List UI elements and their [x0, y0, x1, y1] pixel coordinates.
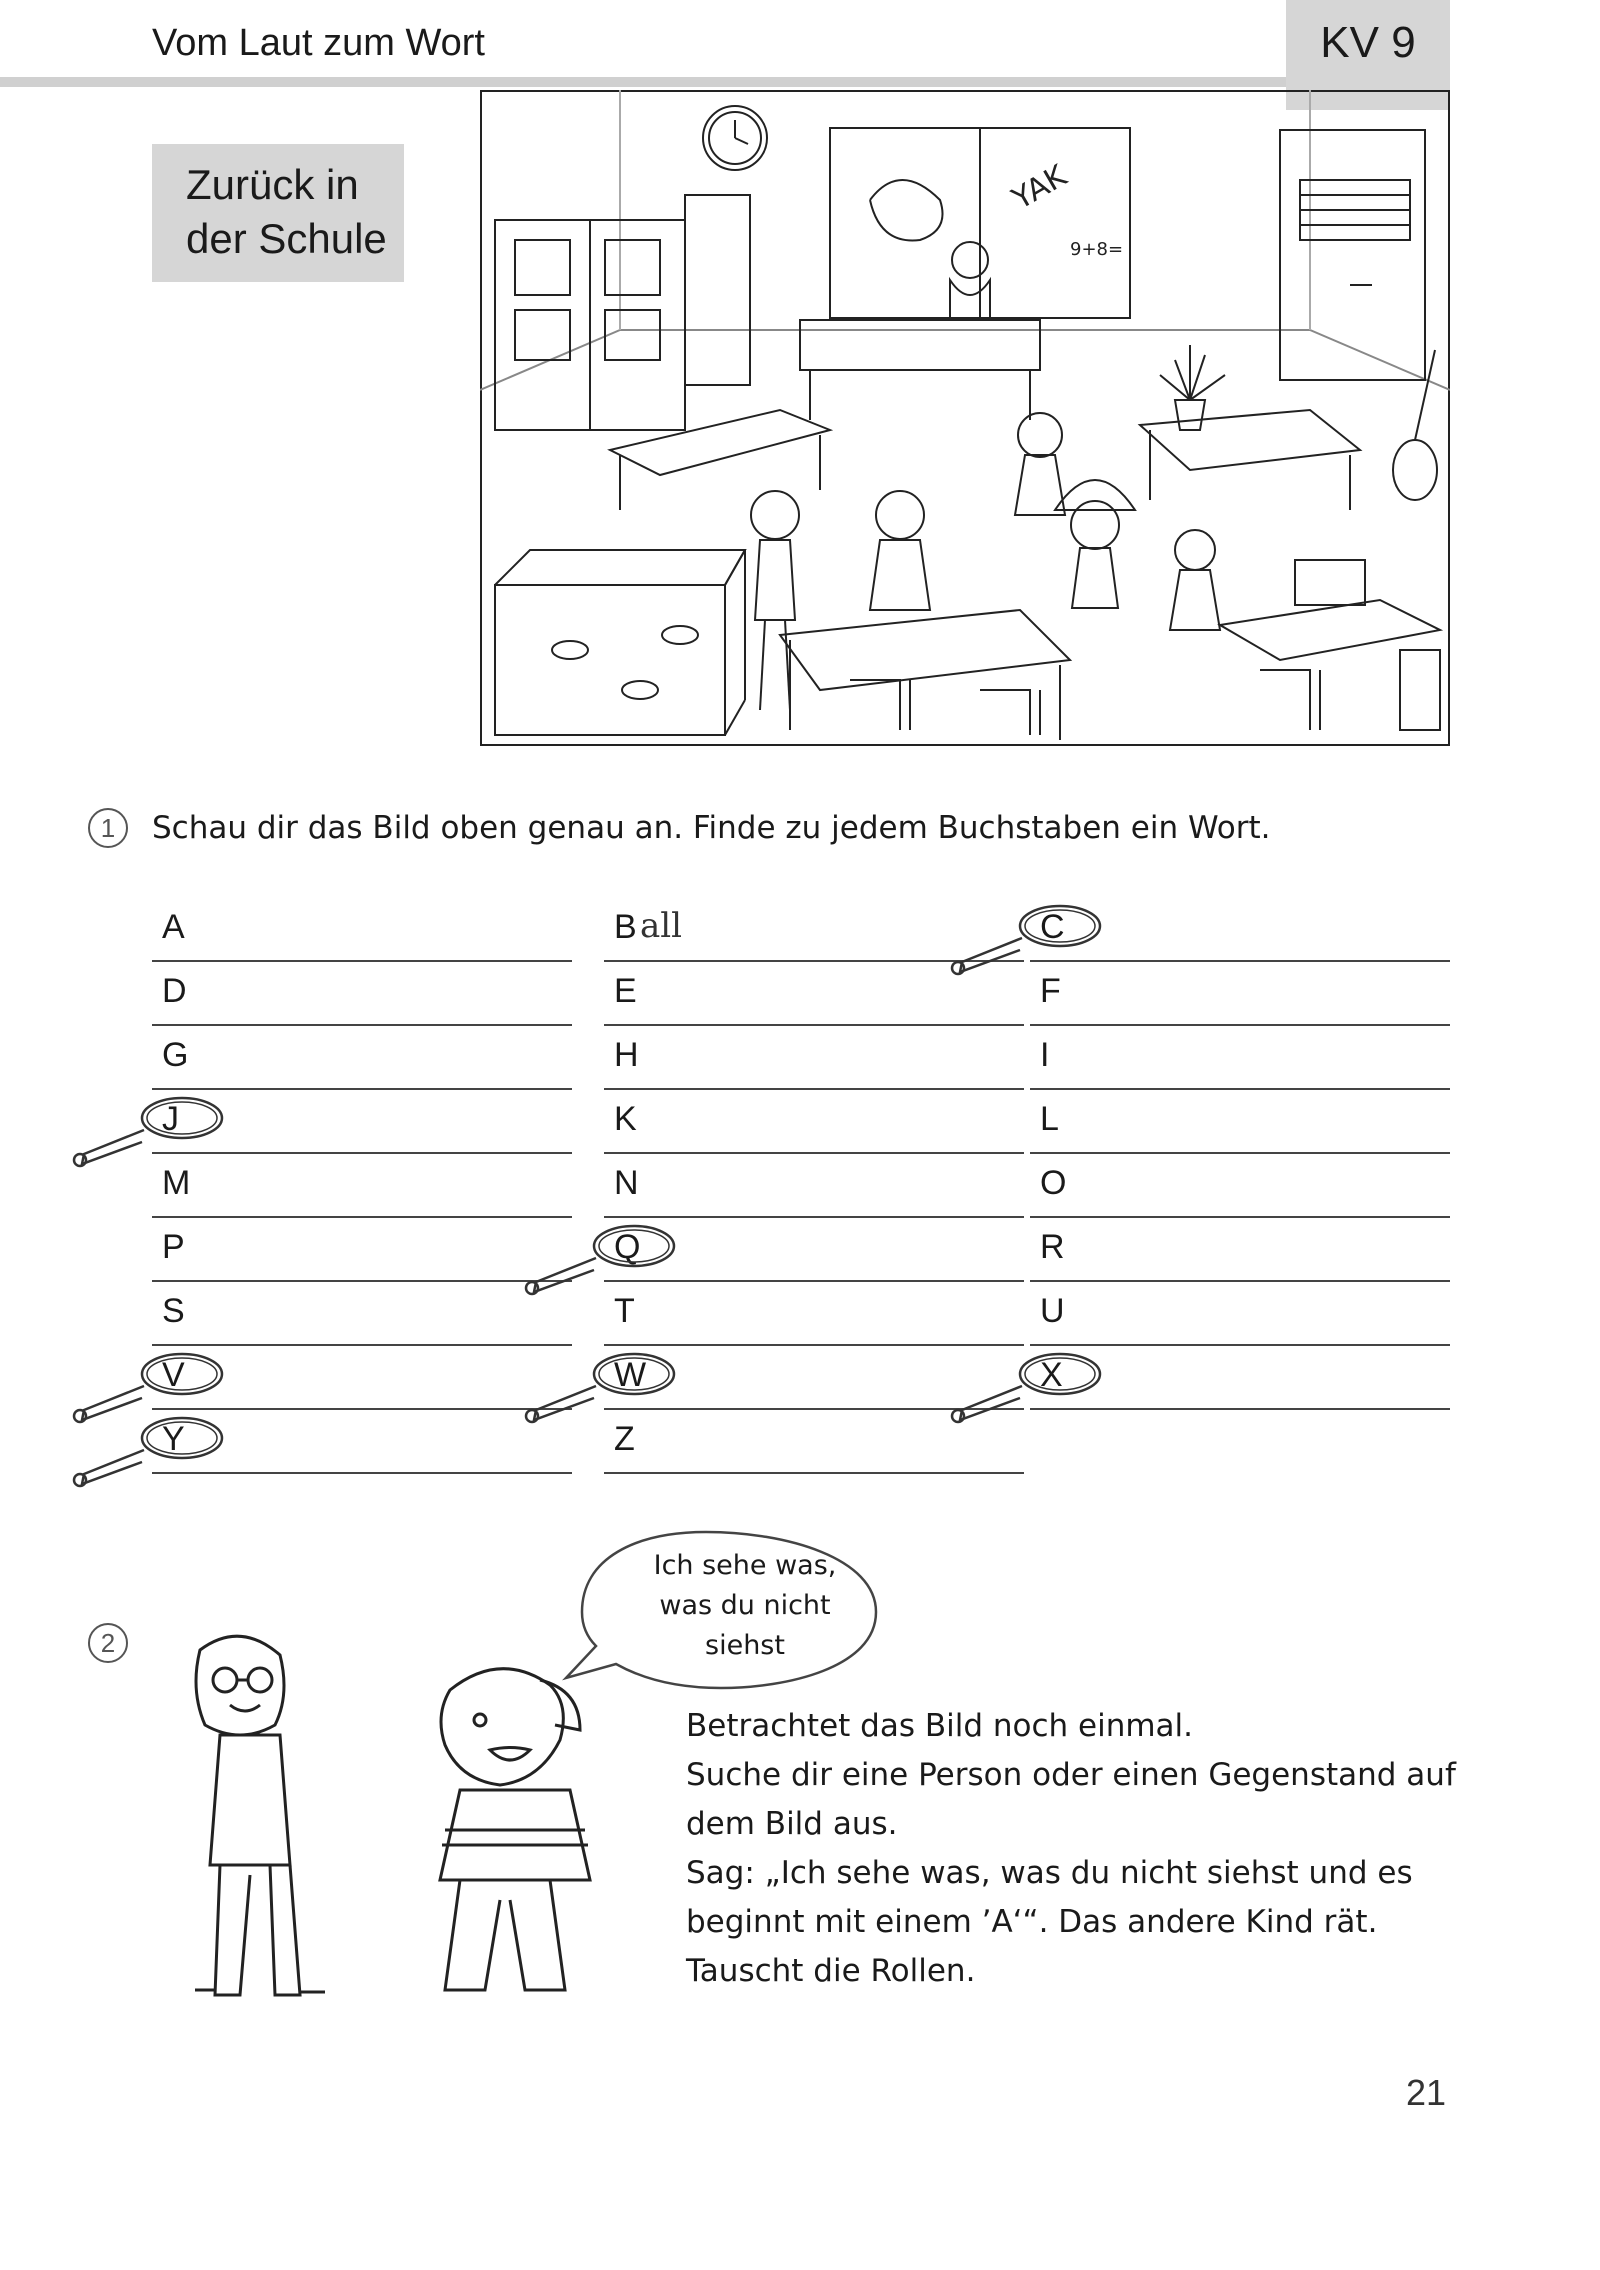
letter-label: F	[1040, 972, 1061, 1010]
magnifier-icon	[74, 1418, 222, 1486]
letter-label: C	[1040, 908, 1065, 946]
letter-label: U	[1040, 1292, 1065, 1330]
speech-bubble-text	[610, 1546, 880, 1666]
header-rule	[0, 77, 1450, 87]
guitar-icon	[1393, 350, 1437, 500]
letter-label: V	[162, 1356, 185, 1394]
letter-label: B	[614, 908, 637, 946]
letter-label: O	[1040, 1164, 1067, 1202]
header-title: Vom Laut zum Wort	[152, 22, 485, 64]
letter-label: T	[614, 1292, 635, 1330]
speech-bubble-line1: Ich sehe was,	[653, 1550, 837, 1581]
letter-label: L	[1040, 1100, 1059, 1138]
instruction-line: dem Bild aus.	[686, 1806, 898, 1842]
magnifier-icon	[74, 1354, 222, 1422]
section-title-line1: Zurück in	[186, 161, 359, 208]
letter-label: W	[614, 1356, 647, 1394]
math-label: 9+8=	[1070, 239, 1124, 260]
child-girl-icon	[751, 491, 799, 710]
letter-label: G	[162, 1036, 189, 1074]
letter-label: X	[1040, 1356, 1063, 1394]
letter-label: P	[162, 1228, 185, 1266]
letter-label: D	[162, 972, 187, 1010]
letter-label: Y	[162, 1420, 185, 1458]
example-answer: all	[640, 906, 683, 946]
page-number: 21	[1406, 2072, 1447, 2113]
instruction-line: Betrachtet das Bild noch einmal.	[686, 1708, 1194, 1744]
plant-icon	[1160, 345, 1225, 430]
magnifier-icon	[74, 1098, 222, 1166]
instruction-line: Sag: „Ich sehe was, was du nicht siehst und es	[686, 1855, 1413, 1891]
child-small-girl-icon	[1170, 530, 1220, 630]
letter-label: S	[162, 1292, 185, 1330]
cabinet-icon	[495, 195, 750, 430]
kv-label: KV 9	[1320, 18, 1416, 67]
instruction-line: Suche dir eine Person oder einen Gegenstand auf	[686, 1757, 1456, 1793]
letter-label: Q	[614, 1228, 641, 1266]
letter-label: N	[614, 1164, 639, 1202]
letter-label: K	[614, 1100, 637, 1138]
task2-number: 2	[88, 1623, 128, 1663]
aquarium-icon	[495, 550, 745, 735]
magnifier-icon	[526, 1354, 674, 1422]
letter-label: R	[1040, 1228, 1065, 1266]
letter-label: A	[162, 908, 185, 946]
instruction-line: beginnt mit einem ’A‘“. Das andere Kind rät.	[686, 1904, 1378, 1940]
boy-cap-icon	[440, 1669, 590, 1990]
classroom-illustration	[480, 90, 1450, 746]
magnifier-icon	[526, 1226, 674, 1294]
clock-icon	[703, 106, 767, 170]
letter-label: M	[162, 1164, 191, 1202]
letter-label: E	[614, 972, 637, 1010]
child-boy-glasses-icon	[870, 491, 930, 610]
letter-label: J	[162, 1100, 179, 1138]
boy-glasses-icon	[195, 1636, 325, 1995]
task1-number: 1	[88, 808, 128, 848]
magnifier-overlay	[0, 880, 1600, 1500]
computer-icon	[1220, 560, 1440, 730]
magnifier-icon	[952, 906, 1100, 974]
speech-bubble-line3: siehst	[705, 1630, 785, 1661]
task1-instruction: Schau dir das Bild oben genau an. Finde zu jedem Buchstaben ein Wort.	[152, 810, 1271, 846]
door-icon	[1280, 130, 1425, 380]
instruction-line: Tauscht die Rollen.	[686, 1953, 976, 1989]
section-title-line2: der Schule	[186, 215, 387, 262]
section-title	[186, 158, 387, 266]
blackboard-icon	[830, 128, 1130, 318]
letter-label: Z	[614, 1420, 635, 1458]
yak-label: YAK	[1006, 158, 1073, 217]
child-boy-cap-icon	[1015, 413, 1065, 515]
letter-label: H	[614, 1036, 639, 1074]
child-hat-icon	[1055, 480, 1135, 608]
kids-illustration	[160, 1620, 620, 2020]
magnifier-icon	[952, 1354, 1100, 1422]
task2-instructions	[686, 1702, 1466, 1996]
letter-label: I	[1040, 1036, 1050, 1074]
speech-bubble-line2: was du nicht	[659, 1590, 831, 1621]
